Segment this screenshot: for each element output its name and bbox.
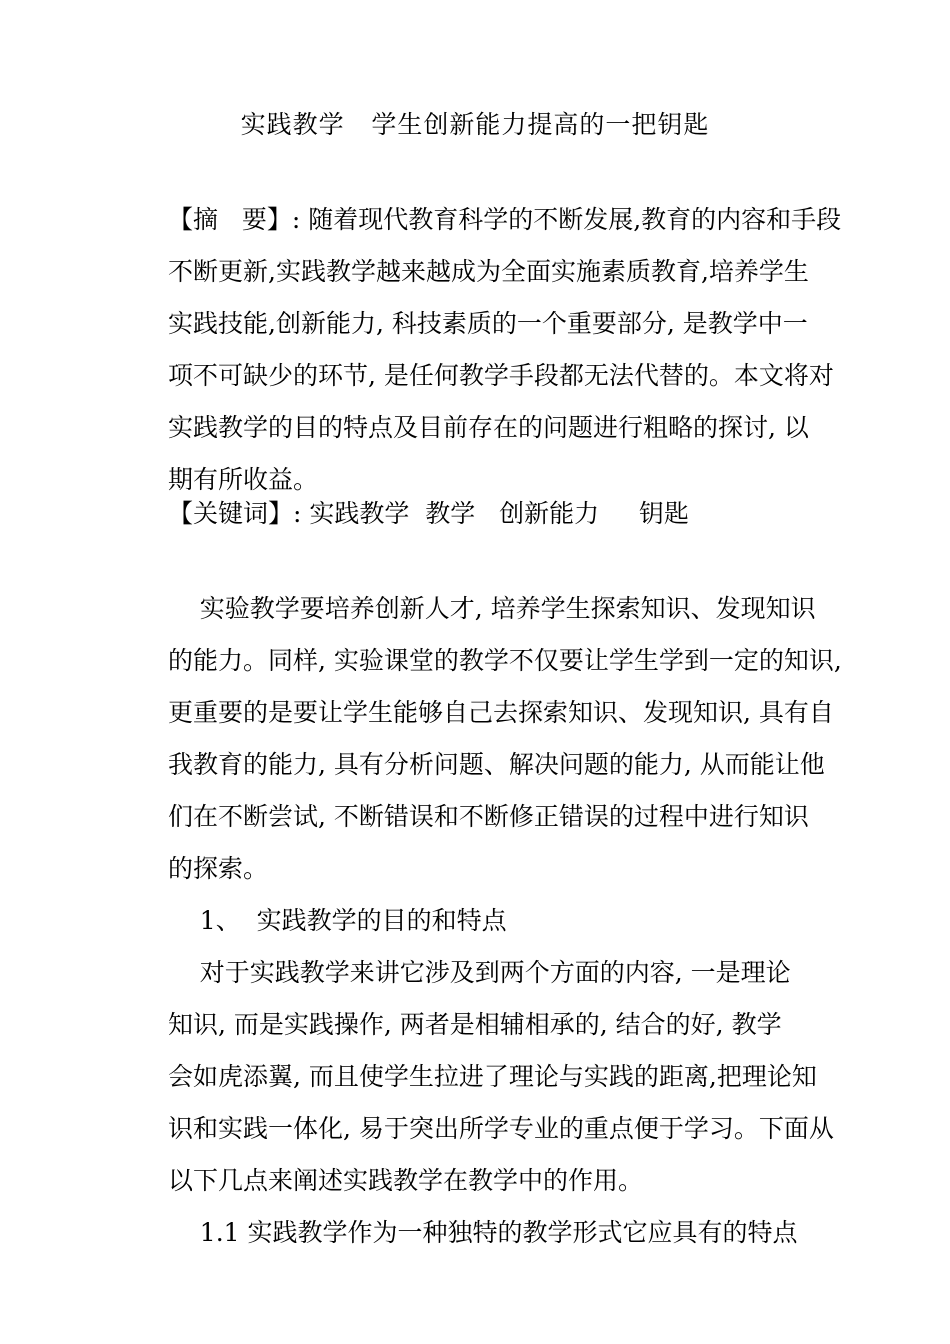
abstract-line: 期有所收益。: [168, 465, 319, 494]
body-line: 以下几点来阐述实践教学在教学中的作用。: [168, 1166, 644, 1195]
abstract-line: 项不可缺少的环节, 是任何教学手段都无法代替的。本文将对: [168, 361, 834, 390]
body-line: 们在不断尝试, 不断错误和不断修正错误的过程中进行知识: [168, 802, 809, 831]
body-line: 我教育的能力, 具有分析问题、解决问题的能力, 从而能让他: [168, 750, 825, 779]
body-line: 对于实践教学来讲它涉及到两个方面的内容, 一是理论: [168, 958, 791, 987]
body-line: 的探索。: [168, 854, 269, 883]
body-section: [168, 583, 858, 1259]
abstract-line: 【摘 要】: 随着现代教育科学的不断发展,教育的内容和手段: [168, 205, 842, 234]
body-line: 会如虎添翼, 而且使学生拉进了理论与实践的距离,把理论知: [168, 1062, 817, 1091]
abstract-line: 实践技能,创新能力, 科技素质的一个重要部分, 是教学中一: [168, 309, 808, 338]
keywords-line: 【关键词】: 实践教学 教学 创新能力 钥匙: [168, 499, 689, 528]
body-line: 知识, 而是实践操作, 两者是相辅相承的, 结合的好, 教学: [168, 1010, 782, 1039]
subsection-heading: 1.1 实践教学作为一种独特的教学形式它应具有的特点: [168, 1218, 798, 1247]
section-heading: 1、 实践教学的目的和特点: [168, 906, 507, 935]
abstract-section: [168, 194, 858, 506]
body-line: 更重要的是要让学生能够自己去探索知识、发现知识, 具有自: [168, 698, 834, 727]
body-line: 实验教学要培养创新人才, 培养学生探索知识、发现知识: [168, 594, 816, 623]
document-title: 实践教学 学生创新能力提高的一把钥匙: [240, 110, 710, 139]
body-line: 识和实践一体化, 易于突出所学专业的重点便于学习。下面从: [168, 1114, 834, 1143]
body-line: 的能力。同样, 实验课堂的教学不仅要让学生学到一定的知识,: [168, 646, 842, 675]
abstract-line: 不断更新,实践教学越来越成为全面实施素质教育,培养学生: [168, 257, 809, 286]
abstract-line: 实践教学的目的特点及目前存在的问题进行粗略的探讨, 以: [168, 413, 809, 442]
